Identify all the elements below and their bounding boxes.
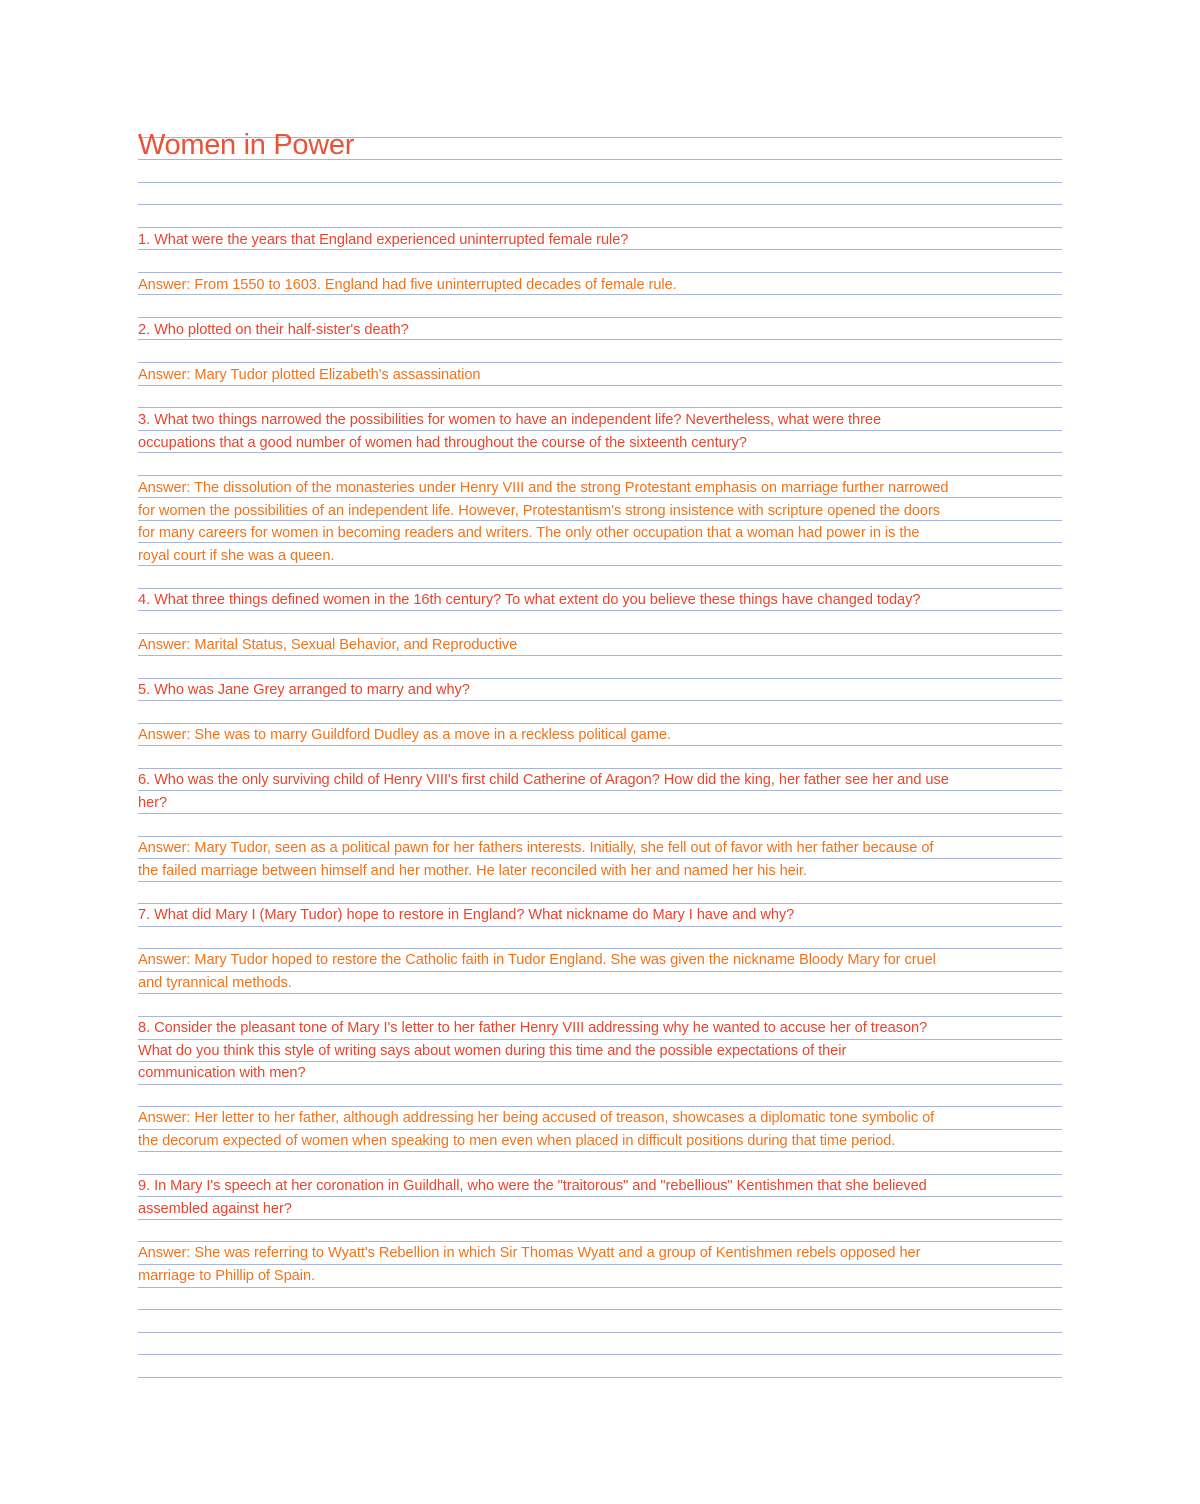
ruled-line (138, 272, 1062, 273)
question-1: 1. What were the years that England experienced uninterrupted female rule? (138, 232, 629, 248)
question-5: 5. Who was Jane Grey arranged to marry and why? (138, 682, 470, 698)
ruled-line (138, 1377, 1062, 1378)
ruled-line (138, 1354, 1062, 1355)
question-6: 6. Who was the only surviving child of Henry VIII's first child Catherine of Aragon? How did the king, her father see her and use her? (138, 772, 949, 811)
answer-6: Answer: Mary Tudor, seen as a political pawn for her fathers interests. Initially, she fell out of favor with her father because of the failed marriage between himself and her mother. He later reconciled with her and named her his heir. (138, 840, 934, 879)
ruled-line (138, 475, 1062, 476)
question-7: 7. What did Mary I (Mary Tudor) hope to restore in England? What nickname do Mary I have and why? (138, 907, 795, 923)
answer-7: Answer: Mary Tudor hoped to restore the Catholic faith in Tudor England. She was given the nickname Bloody Mary for cruel and tyrannical methods. (138, 952, 936, 991)
ruled-line (138, 227, 1062, 228)
page-title: Women in Power (138, 129, 355, 161)
answer-3: Answer: The dissolution of the monasteries under Henry VIII and the strong Protestant emphasis on marriage further narrowed for women the possibilities of an independent life. However, Protestantism's strong insistence with scripture opened the doors for many careers for women in becoming readers and writers. The only other occupation that a woman had power in is the royal court if she was a queen. (138, 480, 949, 564)
ruled-line (138, 182, 1062, 183)
ruled-line (138, 362, 1062, 363)
ruled-line (138, 204, 1062, 205)
answer-1: Answer: From 1550 to 1603. England had five uninterrupted decades of female rule. (138, 277, 677, 293)
ruled-line (138, 1332, 1062, 1333)
question-3: 3. What two things narrowed the possibilities for women to have an independent life? Nevertheless, what were three occupations that a good number of women had throughout the course of the sixteenth century? (138, 412, 882, 451)
question-2: 2. Who plotted on their half-sister's death? (138, 322, 409, 338)
question-8: 8. Consider the pleasant tone of Mary I's letter to her father Henry VIII addressing why he wanted to accuse her of treason? What do you think this style of writing says about women during this time and the possible expectations of their communication with men? (138, 1020, 928, 1082)
question-4: 4. What three things defined women in the 16th century? To what extent do you believe these things have changed today? (138, 592, 921, 608)
answer-5: Answer: She was to marry Guildford Dudley as a move in a reckless political game. (138, 727, 671, 743)
answer-4: Answer: Marital Status, Sexual Behavior, and Reproductive (138, 637, 518, 653)
answer-8: Answer: Her letter to her father, although addressing her being accused of treason, showcases a diplomatic tone symbolic of the decorum expected of women when speaking to men even when placed in difficult positions during that time period. (138, 1110, 935, 1149)
question-9: 9. In Mary I's speech at her coronation in Guildhall, who were the "traitorous" and "rebellious" Kentishmen that she believed assembled against her? (138, 1178, 927, 1217)
answer-2: Answer: Mary Tudor plotted Elizabeth's assassination (138, 367, 481, 383)
ruled-line (138, 317, 1062, 318)
ruled-line (138, 1309, 1062, 1310)
ruled-line (138, 407, 1062, 408)
answer-9: Answer: She was referring to Wyatt's Rebellion in which Sir Thomas Wyatt and a group of Kentishmen rebels opposed her marriage to Phillip of Spain. (138, 1245, 921, 1284)
